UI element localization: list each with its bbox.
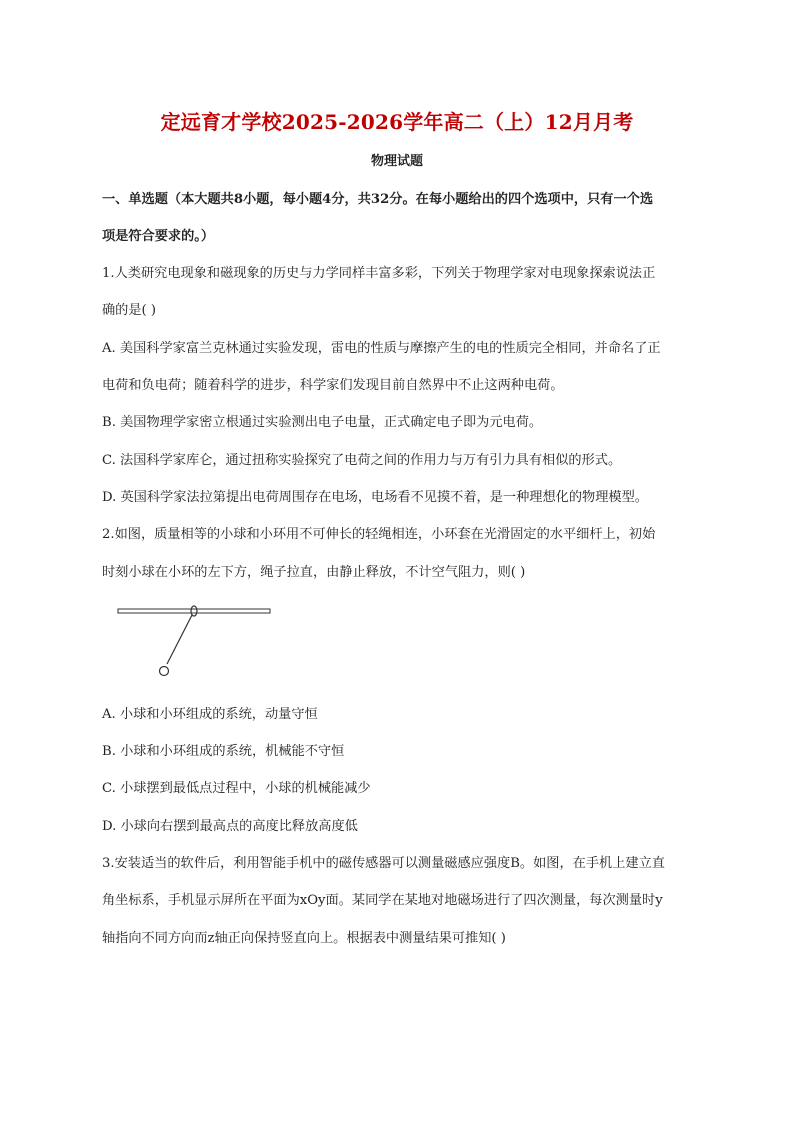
q1-option-a-line1: A. 美国科学家富兰克林通过实验发现，雷电的性质与摩擦产生的电的性质完全相同，并命名了正 bbox=[102, 341, 661, 356]
q2-option-b: B. 小球和小环组成的系统，机械能不守恒 bbox=[102, 744, 345, 759]
section-heading-line1: 一、单选题（本大题共8小题，每小题4分，共32分。在每小题给出的四个选项中，只有一个选 bbox=[102, 192, 654, 207]
exam-subtitle: 物理试题 bbox=[370, 154, 423, 169]
q2-stem-line1: 2.如图，质量相等的小球和小环用不可伸长的轻绳相连，小环套在光滑固定的水平细杆上，初始 bbox=[102, 527, 656, 542]
q1-option-d: D. 英国科学家法拉第提出电荷周围存在电场，电场看不见摸不着，是一种理想化的物理模型。 bbox=[102, 490, 648, 505]
q3-stem-line2: 角坐标系，手机显示屏所在平面为xOy面。某同学在某地对地磁场进行了四次测量，每次测量时y bbox=[102, 893, 663, 908]
section-heading-line2: 项是符合要求的。） bbox=[102, 229, 215, 244]
q2-option-a: A. 小球和小环组成的系统，动量守恒 bbox=[102, 707, 318, 722]
q3-stem-line3: 轴指向不同方向而z轴正向保持竖直向上。根据表中测量结果可推知( ) bbox=[102, 931, 506, 946]
exam-title: 定远育才学校2025-2026学年高二（上）12月月考 bbox=[160, 110, 634, 134]
q2-option-d: D. 小球向右摆到最高点的高度比释放高度低 bbox=[102, 819, 358, 834]
q3-stem-line1: 3.安装适当的软件后，利用智能手机中的磁传感器可以测量磁感应强度B。如图，在手机上建立直 bbox=[102, 856, 665, 871]
pendulum-ring-figure bbox=[114, 600, 274, 680]
q1-option-a-line2: 电荷和负电荷；随着科学的进步，科学家们发现目前自然界中不止这两种电荷。 bbox=[102, 378, 564, 393]
small-ball bbox=[160, 667, 169, 676]
q2-stem-line2: 时刻小球在小环的左下方，绳子拉直，由静止释放，不计空气阻力，则( ) bbox=[102, 565, 526, 580]
horizontal-rod bbox=[118, 609, 270, 613]
q1-stem-line1: 1.人类研究电现象和磁现象的历史与力学同样丰富多彩，下列关于物理学家对电现象探索说法正 bbox=[102, 266, 656, 281]
q1-stem-line2: 确的是( ) bbox=[102, 303, 157, 318]
light-rope bbox=[167, 615, 192, 664]
q1-option-c: C. 法国科学家库仑，通过扭称实验探究了电荷之间的作用力与万有引力具有相似的形式。 bbox=[102, 453, 622, 468]
q2-option-c: C. 小球摆到最低点过程中，小球的机械能减少 bbox=[102, 781, 371, 796]
q1-option-b: B. 美国物理学家密立根通过实验测出电子电量，正式确定电子即为元电荷。 bbox=[102, 415, 543, 430]
